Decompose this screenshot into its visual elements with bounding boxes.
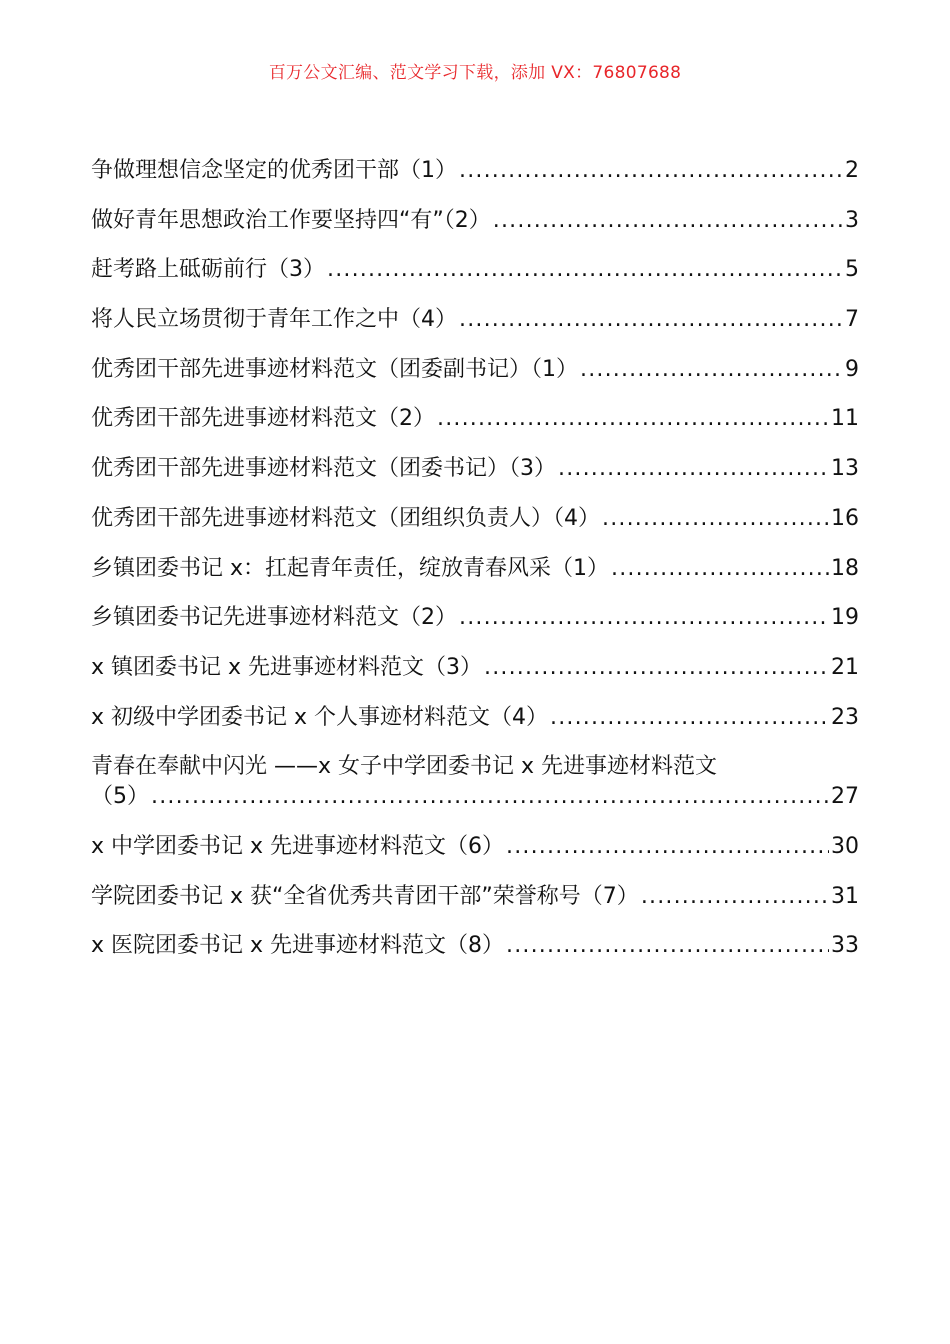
toc-entry[interactable]: [91, 355, 859, 385]
toc-entry-page: 9: [845, 356, 859, 382]
toc-entry-page: 33: [831, 933, 859, 959]
toc-dot-leader: [327, 255, 843, 285]
toc-entry[interactable]: [91, 554, 859, 584]
toc-entry[interactable]: [91, 255, 859, 285]
toc-dot-leader: [611, 554, 829, 584]
toc-entry-title: 优秀团干部先进事迹材料范文（团委副书记）（1）: [91, 356, 578, 382]
toc-entry[interactable]: [91, 305, 859, 335]
toc-dot-leader: [493, 206, 843, 236]
toc-entry-title: 优秀团干部先进事迹材料范文（2）: [91, 406, 435, 432]
toc-dot-leader: [550, 703, 829, 733]
toc-dot-leader: [459, 603, 829, 633]
toc-entry[interactable]: [91, 156, 859, 186]
toc-entry[interactable]: [91, 404, 859, 434]
toc-entry[interactable]: [91, 832, 859, 862]
toc-entry-page: 30: [831, 833, 859, 859]
toc-dot-leader: [506, 832, 829, 862]
toc-entry[interactable]: [91, 931, 859, 961]
toc-dot-leader: [151, 782, 829, 812]
toc-entry-page: 16: [831, 505, 859, 531]
toc-entry-page: 31: [831, 883, 859, 909]
toc-entry-title: 优秀团干部先进事迹材料范文（团组织负责人）（4）: [91, 505, 600, 531]
toc-dot-leader: [558, 454, 829, 484]
toc-entry-title: x 镇团委书记 x 先进事迹材料范文（3）: [91, 654, 483, 680]
toc-entry-title: 优秀团干部先进事迹材料范文（团委书记）（3）: [91, 456, 556, 482]
toc-entry[interactable]: [91, 454, 859, 484]
toc-entry-page: 2: [845, 158, 859, 183]
toc-entry-title: x 初级中学团委书记 x 个人事迹材料范文（4）: [91, 704, 549, 730]
toc-dot-leader: [580, 355, 843, 385]
toc-dot-leader: [484, 653, 829, 683]
watermark-header: 百万公文汇编、范文学习下载，添加 VX：76807688: [268, 63, 682, 83]
toc-entry[interactable]: [91, 603, 859, 633]
toc-entry[interactable]: [91, 882, 859, 912]
toc-entry-title: 赶考路上砥砺前行（3）: [91, 257, 325, 283]
toc-entry[interactable]: [91, 653, 859, 683]
toc-entry-page: 13: [831, 456, 859, 482]
toc-entry-title: 乡镇团委书记 x：扛起青年责任，绽放青春风采（1）: [91, 555, 610, 581]
toc-entry[interactable]: [91, 206, 859, 236]
toc-dot-leader: [459, 156, 843, 186]
toc-entry-title: x 医院团委书记 x 先进事迹材料范文（8）: [91, 933, 505, 959]
toc-dot-leader: [459, 305, 843, 335]
toc-entry-title-line2: （5）: [91, 784, 149, 810]
toc-entry-title: 将人民立场贯彻于青年工作之中（4）: [91, 307, 457, 333]
toc-entry-page: 7: [845, 307, 859, 333]
toc-entry-page: 21: [831, 654, 859, 680]
toc-entry-title: x 中学团委书记 x 先进事迹材料范文（6）: [91, 833, 505, 859]
toc-entry-title: 学院团委书记 x 获“全省优秀共青团干部”荣誉称号（7）: [91, 883, 639, 909]
toc-entry-title: 乡镇团委书记先进事迹材料范文（2）: [91, 605, 457, 631]
toc-entry-page: 11: [831, 406, 859, 432]
toc-entry-page: 18: [831, 555, 859, 581]
toc-entry-title: 做好青年思想政治工作要坚持四“有”（2）: [91, 207, 491, 233]
toc-entry-page: 19: [831, 605, 859, 631]
toc-entry[interactable]: [91, 703, 859, 733]
toc-entry-title-line1: 青春在奉献中闪光 ——x 女子中学团委书记 x 先进事迹材料范文: [91, 754, 718, 780]
toc-dot-leader: [641, 882, 829, 912]
toc-entry-page: 23: [831, 704, 859, 730]
toc-entry-page: 3: [845, 207, 859, 233]
toc-entry[interactable]: [91, 504, 859, 534]
toc-dot-leader: [602, 504, 829, 534]
toc-dot-leader: [437, 404, 829, 434]
toc-entry-page: 5: [845, 257, 859, 283]
toc-entry[interactable]: [91, 752, 859, 812]
toc-entry-title: 争做理想信念坚定的优秀团干部（1）: [91, 158, 457, 183]
toc-dot-leader: [506, 931, 829, 961]
toc-entry-page: 27: [831, 784, 859, 810]
table-of-contents: [91, 156, 859, 981]
